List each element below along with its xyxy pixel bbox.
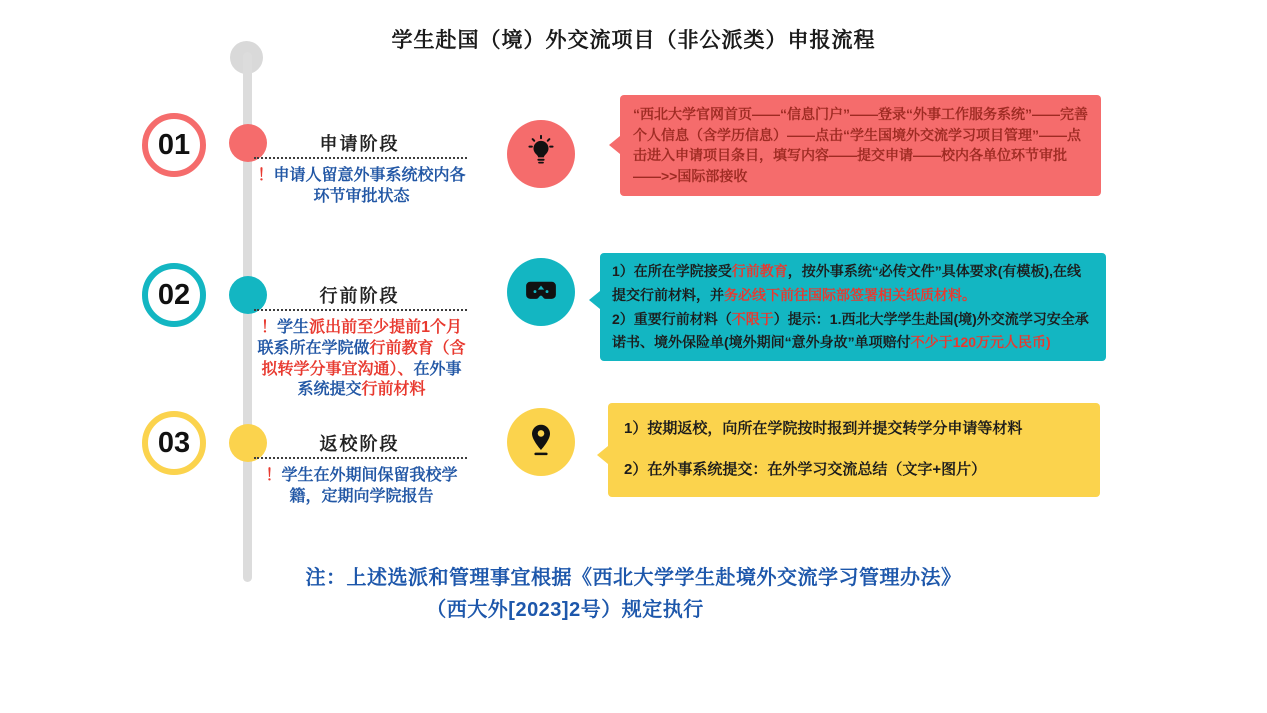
stage3-callout-item2: 2）在外事系统提交：在外学习交流总结（文字+图片） — [624, 460, 987, 478]
stage1-callout-tail — [609, 136, 620, 154]
stage2-callout-tail — [589, 291, 600, 309]
stage1-note: ！申请人留意外事系统校内各环节审批状态 — [257, 167, 466, 205]
stage2-callout-box — [600, 253, 1106, 361]
stage1-icon-circle — [507, 120, 575, 188]
vr-goggles-icon — [522, 271, 560, 314]
location-pin-icon — [523, 422, 559, 463]
stage2-callout-item1: 1）在所在学院接受行前教育，按外事系统“必传文件”具体要求(有模板),在线提交行前材料，并务必线下前往国际部签署相关纸质材料。 — [612, 263, 1082, 303]
footnote-line1: 注：上述选派和管理事宜根据《西北大学学生赴境外交流学习管理办法》 — [305, 567, 962, 589]
stage2-icon-circle — [507, 258, 575, 326]
stage2-callout-item2: 2）重要行前材料（不限于）提示：1.西北大学学生赴国(境)外交流学习安全承诺书、境外保险单(境外期间“意外身故”单项赔付不少于120万元人民币) — [612, 310, 1089, 351]
page-title: 学生赴国（境）外交流项目（非公派类）申报流程 — [391, 29, 876, 52]
stage2-dotted-divider — [254, 309, 467, 311]
lightbulb-icon — [523, 134, 559, 175]
stage3-callout-tail — [597, 446, 608, 464]
stage3-note: ！学生在外期间保留我校学籍，定期向学院报告 — [265, 467, 458, 505]
stage3-callout-item1: 1）按期返校，向所在学院按时报到并提交转学分申请等材料 — [624, 420, 1023, 437]
stage1-dotted-divider — [254, 157, 467, 159]
stage2-note: ！学生派出前至少提前1个月联系所在学院做行前教育（含拟转学分事宜沟通）、在外事系统提交行前材料 — [257, 319, 466, 399]
stage1-number-badge: 01 — [142, 113, 206, 177]
stage2-title: 行前阶段 — [319, 286, 400, 306]
stage3-number-badge: 03 — [142, 411, 206, 475]
stage2-number-badge: 02 — [142, 263, 206, 327]
stage3-dotted-divider — [254, 457, 467, 459]
stage3-callout-box — [608, 403, 1100, 497]
stage1-callout-box — [620, 95, 1101, 196]
stage3-title: 返校阶段 — [319, 434, 400, 454]
stage1-title: 申请阶段 — [319, 134, 400, 154]
footnote-line2: （西大外[2023]2号）规定执行 — [426, 599, 704, 621]
stage1-callout-text: “西北大学官网首页——“信息门户”——登录“外事工作服务系统”——完善个人信息（含学历信息）——点击“学生国境外交流学习项目管理”——点击进入申请项目条目，填写内容——提交申请——校内各单位环节审批——>>国际部接收 — [633, 106, 1088, 185]
stage3-icon-circle — [507, 408, 575, 476]
